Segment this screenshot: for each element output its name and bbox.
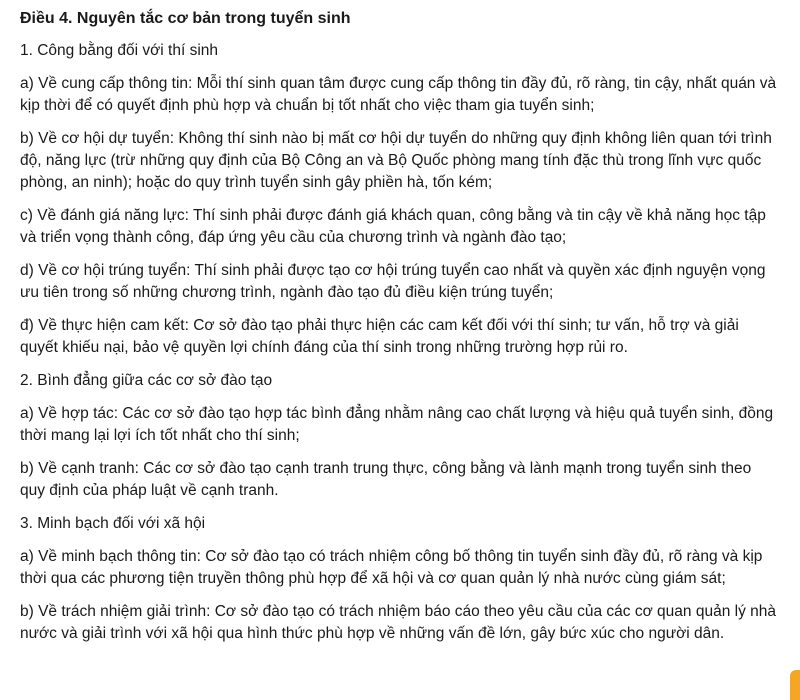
section-1-paragraph-d: d) Về cơ hội trúng tuyển: Thí sinh phải được tạo cơ hội trúng tuyển cao nhất và quyền xác định nguyện vọng ưu tiên trong số những chương trình, ngành đào tạo đủ điều kiện trúng tuyển; xyxy=(20,262,766,301)
section-1-paragraph-dd: đ) Về thực hiện cam kết: Cơ sở đào tạo phải thực hiện các cam kết đối với thí sinh; tư vấn, hỗ trợ và giải quyết khiếu nại, bảo vệ quyền lợi chính đáng của thí sinh trong những trường hợp rủi ro. xyxy=(20,317,739,356)
section-2-paragraph-a: a) Về hợp tác: Các cơ sở đào tạo hợp tác bình đẳng nhằm nâng cao chất lượng và hiệu quả tuyển sinh, đồng thời mang lại lợi ích tốt nhất cho thí sinh; xyxy=(20,405,774,444)
section-1-paragraph-b: b) Về cơ hội dự tuyển: Không thí sinh nào bị mất cơ hội dự tuyển do những quy định không liên quan tới trình độ, năng lực (trừ những quy định của Bộ Công an và Bộ Quốc phòng mang tính đặc thù trong lĩnh vực quốc phòng, an ninh); hoặc do quy trình tuyển sinh gây phiền hà, tốn kém; xyxy=(20,130,772,191)
section-3-paragraph-b: b) Về trách nhiệm giải trình: Cơ sở đào tạo có trách nhiệm báo cáo theo yêu cầu của các cơ quan quản lý nhà nước và giải trình với xã hội qua hình thức phù hợp về những vấn đề lớn, gây bức xúc cho người dân. xyxy=(20,603,776,642)
section-title-2: 2. Bình đẳng giữa các cơ sở đào tạo xyxy=(20,372,273,389)
section-2-paragraph-b: b) Về cạnh tranh: Các cơ sở đào tạo cạnh tranh trung thực, công bằng và lành mạnh trong tuyển sinh theo quy định của pháp luật về cạnh tranh. xyxy=(20,460,752,499)
section-title-1: 1. Công bằng đối với thí sinh xyxy=(20,42,219,59)
section-3-paragraph-a: a) Về minh bạch thông tin: Cơ sở đào tạo có trách nhiệm công bố thông tin tuyển sinh đầy đủ, rõ ràng và kịp thời qua các phương tiện truyền thông phù hợp để xã hội và cơ quan quản lý nhà nước cùng giám sát; xyxy=(20,548,763,587)
floating-widget-tab[interactable] xyxy=(790,670,800,700)
article-body xyxy=(20,8,780,656)
section-1-paragraph-c: c) Về đánh giá năng lực: Thí sinh phải được đánh giá khách quan, công bằng và tin cậy về khả năng học tập và triển vọng thành công, đáp ứng yêu cầu của chương trình và ngành đào tạo; xyxy=(20,207,766,246)
article-heading: Điều 4. Nguyên tắc cơ bản trong tuyển sinh xyxy=(20,10,351,27)
section-1-paragraph-a: a) Về cung cấp thông tin: Mỗi thí sinh quan tâm được cung cấp thông tin đầy đủ, rõ ràng, tin cậy, nhất quán và kịp thời để có quyết định phù hợp và chuẩn bị tốt nhất cho việc tham gia tuyển sinh; xyxy=(20,75,777,114)
section-title-3: 3. Minh bạch đối với xã hội xyxy=(20,515,206,532)
